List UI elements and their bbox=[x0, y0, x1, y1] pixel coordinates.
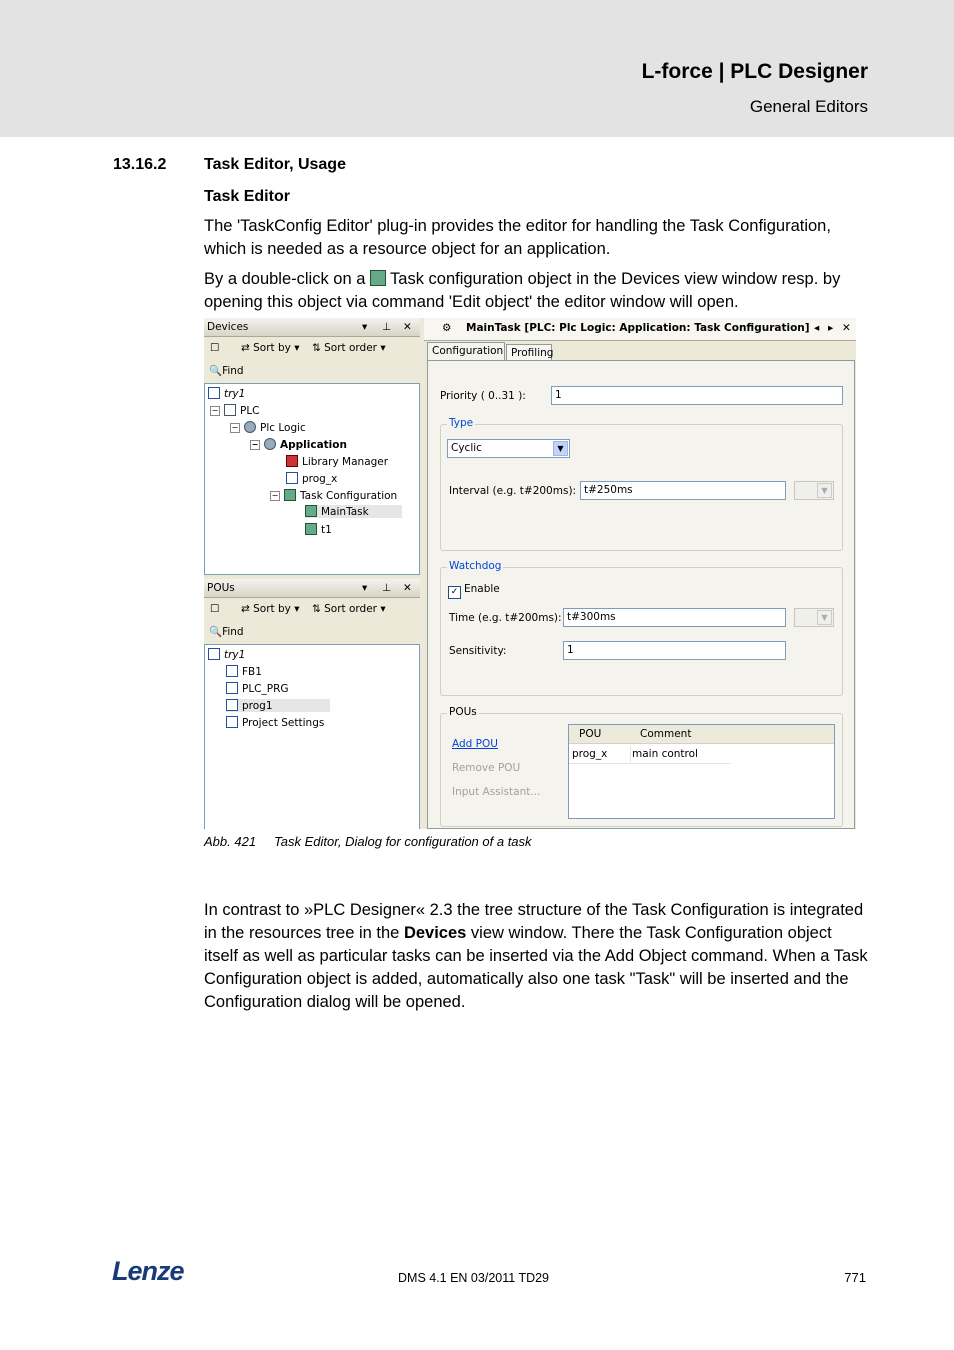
add-pou-button[interactable]: Add POU bbox=[452, 738, 498, 750]
tree-item-application[interactable]: − Application bbox=[251, 439, 347, 451]
pous-group-title: POUs bbox=[449, 706, 477, 718]
column-header-pou[interactable]: POU bbox=[579, 728, 602, 740]
tab-profiling[interactable]: Profiling bbox=[506, 344, 552, 362]
header-subtitle: General Editors bbox=[749, 97, 868, 116]
scroll-left-icon[interactable]: ◂ bbox=[814, 322, 820, 334]
lenze-logo: Lenze bbox=[112, 1256, 184, 1286]
input-assistant-button: Input Assistant... bbox=[452, 786, 541, 798]
editor-title: MainTask [PLC: Plc Logic: Application: Task Configuration] bbox=[466, 322, 810, 334]
column-header-comment[interactable]: Comment bbox=[640, 728, 692, 740]
table-cell-comment: main control bbox=[632, 748, 698, 760]
type-select[interactable]: Cyclic ▼ bbox=[447, 439, 570, 458]
pou-table[interactable] bbox=[568, 724, 835, 819]
pin-icon[interactable]: ⊥ bbox=[382, 321, 392, 333]
editor-tab-title bbox=[424, 318, 856, 341]
header-title: L-force | PLC Designer bbox=[641, 60, 868, 83]
chevron-down-icon: ▼ bbox=[817, 483, 832, 498]
time-input[interactable]: t#300ms bbox=[563, 608, 786, 627]
pous-panel-title bbox=[204, 579, 420, 598]
task-editor bbox=[424, 318, 856, 829]
tree-item-library-manager[interactable]: Library Manager bbox=[286, 455, 388, 468]
page-number: 771 bbox=[844, 1270, 866, 1285]
devices-panel-title bbox=[204, 318, 420, 337]
pous-tree[interactable] bbox=[204, 644, 420, 829]
sort-order-button[interactable]: ⇅ Sort order ▾ bbox=[312, 603, 386, 615]
tree-item-prog-x[interactable]: prog_x bbox=[286, 472, 337, 485]
subheading: Task Editor bbox=[204, 188, 290, 205]
tree-item-plc[interactable]: − PLC bbox=[211, 405, 260, 417]
new-item-icon[interactable]: ☐ bbox=[210, 342, 220, 354]
sort-order-button[interactable]: ⇅ Sort order ▾ bbox=[312, 342, 386, 354]
pous-toolbar bbox=[204, 598, 420, 644]
watchdog-group bbox=[440, 560, 843, 696]
chevron-down-icon[interactable]: ▼ bbox=[553, 441, 568, 456]
priority-label: Priority ( 0..31 ): bbox=[440, 390, 526, 402]
scroll-right-icon[interactable]: ▸ bbox=[828, 322, 834, 334]
task-icon: ⚙ bbox=[442, 322, 452, 334]
paragraph-1: The 'TaskConfig Editor' plug-in provides the editor for handling the Task Configuration, which is needed as a resource object for an application. bbox=[204, 217, 831, 258]
tree-item-maintask[interactable]: MainTask bbox=[305, 505, 402, 518]
devices-toolbar bbox=[204, 337, 420, 383]
time-unit-select bbox=[794, 608, 834, 627]
new-item-icon[interactable]: ☐ bbox=[210, 603, 220, 615]
section-title: Task Editor, Usage bbox=[204, 156, 346, 173]
close-icon[interactable]: ✕ bbox=[403, 321, 412, 333]
remove-pou-button: Remove POU bbox=[452, 762, 521, 774]
dropdown-icon[interactable]: ▾ bbox=[362, 582, 368, 594]
configuration-form bbox=[427, 360, 855, 829]
enable-label: Enable bbox=[464, 583, 500, 595]
tree-item-try1[interactable]: try1 bbox=[208, 648, 245, 661]
pous-title: POUs bbox=[207, 582, 235, 594]
type-group-title: Type bbox=[449, 417, 474, 429]
tree-item-plc-prg[interactable]: PLC_PRG bbox=[226, 682, 289, 695]
footer-doc-id: DMS 4.1 EN 03/2011 TD29 bbox=[398, 1271, 550, 1285]
caption-label: Abb. 421 bbox=[204, 834, 257, 849]
dropdown-icon[interactable]: ▾ bbox=[362, 321, 368, 333]
sort-by-button[interactable]: ⇄ Sort by ▾ bbox=[241, 603, 300, 615]
check-icon: ✓ bbox=[448, 586, 461, 599]
table-header bbox=[569, 725, 834, 744]
devices-tree[interactable] bbox=[204, 383, 420, 575]
paragraph-2-after: Task configuration object in the Devices view window resp. by opening this object via command 'Edit object' the editor window will open. bbox=[204, 270, 841, 311]
table-cell-pou: prog_x bbox=[572, 748, 608, 760]
page-header bbox=[0, 0, 954, 137]
devices-bold: Devices bbox=[403, 924, 467, 942]
tree-item-plc-logic[interactable]: − Plc Logic bbox=[231, 422, 306, 434]
tree-item-project-settings[interactable]: Project Settings bbox=[226, 716, 324, 729]
close-icon[interactable]: ✕ bbox=[403, 582, 412, 594]
caption-text: Task Editor, Dialog for configuration of a task bbox=[274, 834, 532, 849]
screenshot bbox=[204, 318, 856, 829]
tree-item-try1[interactable]: try1 bbox=[208, 387, 245, 400]
time-label: Time (e.g. t#200ms): bbox=[449, 612, 562, 624]
find-button[interactable]: 🔍Find bbox=[209, 626, 244, 638]
interval-input[interactable]: t#250ms bbox=[580, 481, 786, 500]
tree-item-t1[interactable]: t1 bbox=[305, 523, 332, 536]
interval-label: Interval (e.g. t#200ms): bbox=[449, 485, 577, 497]
devices-title: Devices bbox=[207, 321, 249, 333]
tree-item-task-configuration[interactable]: − Task Configuration bbox=[271, 490, 398, 502]
paragraph-3: In contrast to »PLC Designer« 2.3 the tree structure of the Task Configuration is integrated in the resources tree in the Devices view window. There the Task Configuration object itself as well as particular tasks can be inserted via the Add Object command. When a Task Configuration object is added, automatically also one task "Task" will be inserted and the Configuration dialog will be opened. bbox=[204, 901, 868, 1011]
watchdog-group-title: Watchdog bbox=[449, 560, 502, 572]
table-row[interactable] bbox=[569, 746, 731, 764]
tree-item-fb1[interactable]: FB1 bbox=[226, 665, 262, 678]
priority-input[interactable]: 1 bbox=[551, 386, 843, 405]
task-configuration-icon bbox=[370, 270, 386, 286]
figure-caption bbox=[204, 834, 532, 849]
sort-by-button[interactable]: ⇄ Sort by ▾ bbox=[241, 342, 300, 354]
close-icon[interactable]: ✕ bbox=[842, 322, 851, 334]
sensitivity-input[interactable]: 1 bbox=[563, 641, 786, 660]
chevron-down-icon: ▼ bbox=[817, 610, 832, 625]
tree-item-prog1[interactable]: prog1 bbox=[226, 699, 330, 712]
pin-icon[interactable]: ⊥ bbox=[382, 582, 392, 594]
interval-unit-select bbox=[794, 481, 834, 500]
sensitivity-label: Sensitivity: bbox=[449, 645, 507, 657]
paragraph-2-before: By a double-click on a bbox=[204, 270, 371, 288]
section-number: 13.16.2 bbox=[113, 156, 167, 173]
paragraph-2 bbox=[204, 268, 870, 314]
tab-configuration[interactable]: Configuration bbox=[427, 342, 505, 361]
enable-checkbox[interactable] bbox=[448, 583, 500, 599]
find-button[interactable]: 🔍Find bbox=[209, 365, 244, 377]
